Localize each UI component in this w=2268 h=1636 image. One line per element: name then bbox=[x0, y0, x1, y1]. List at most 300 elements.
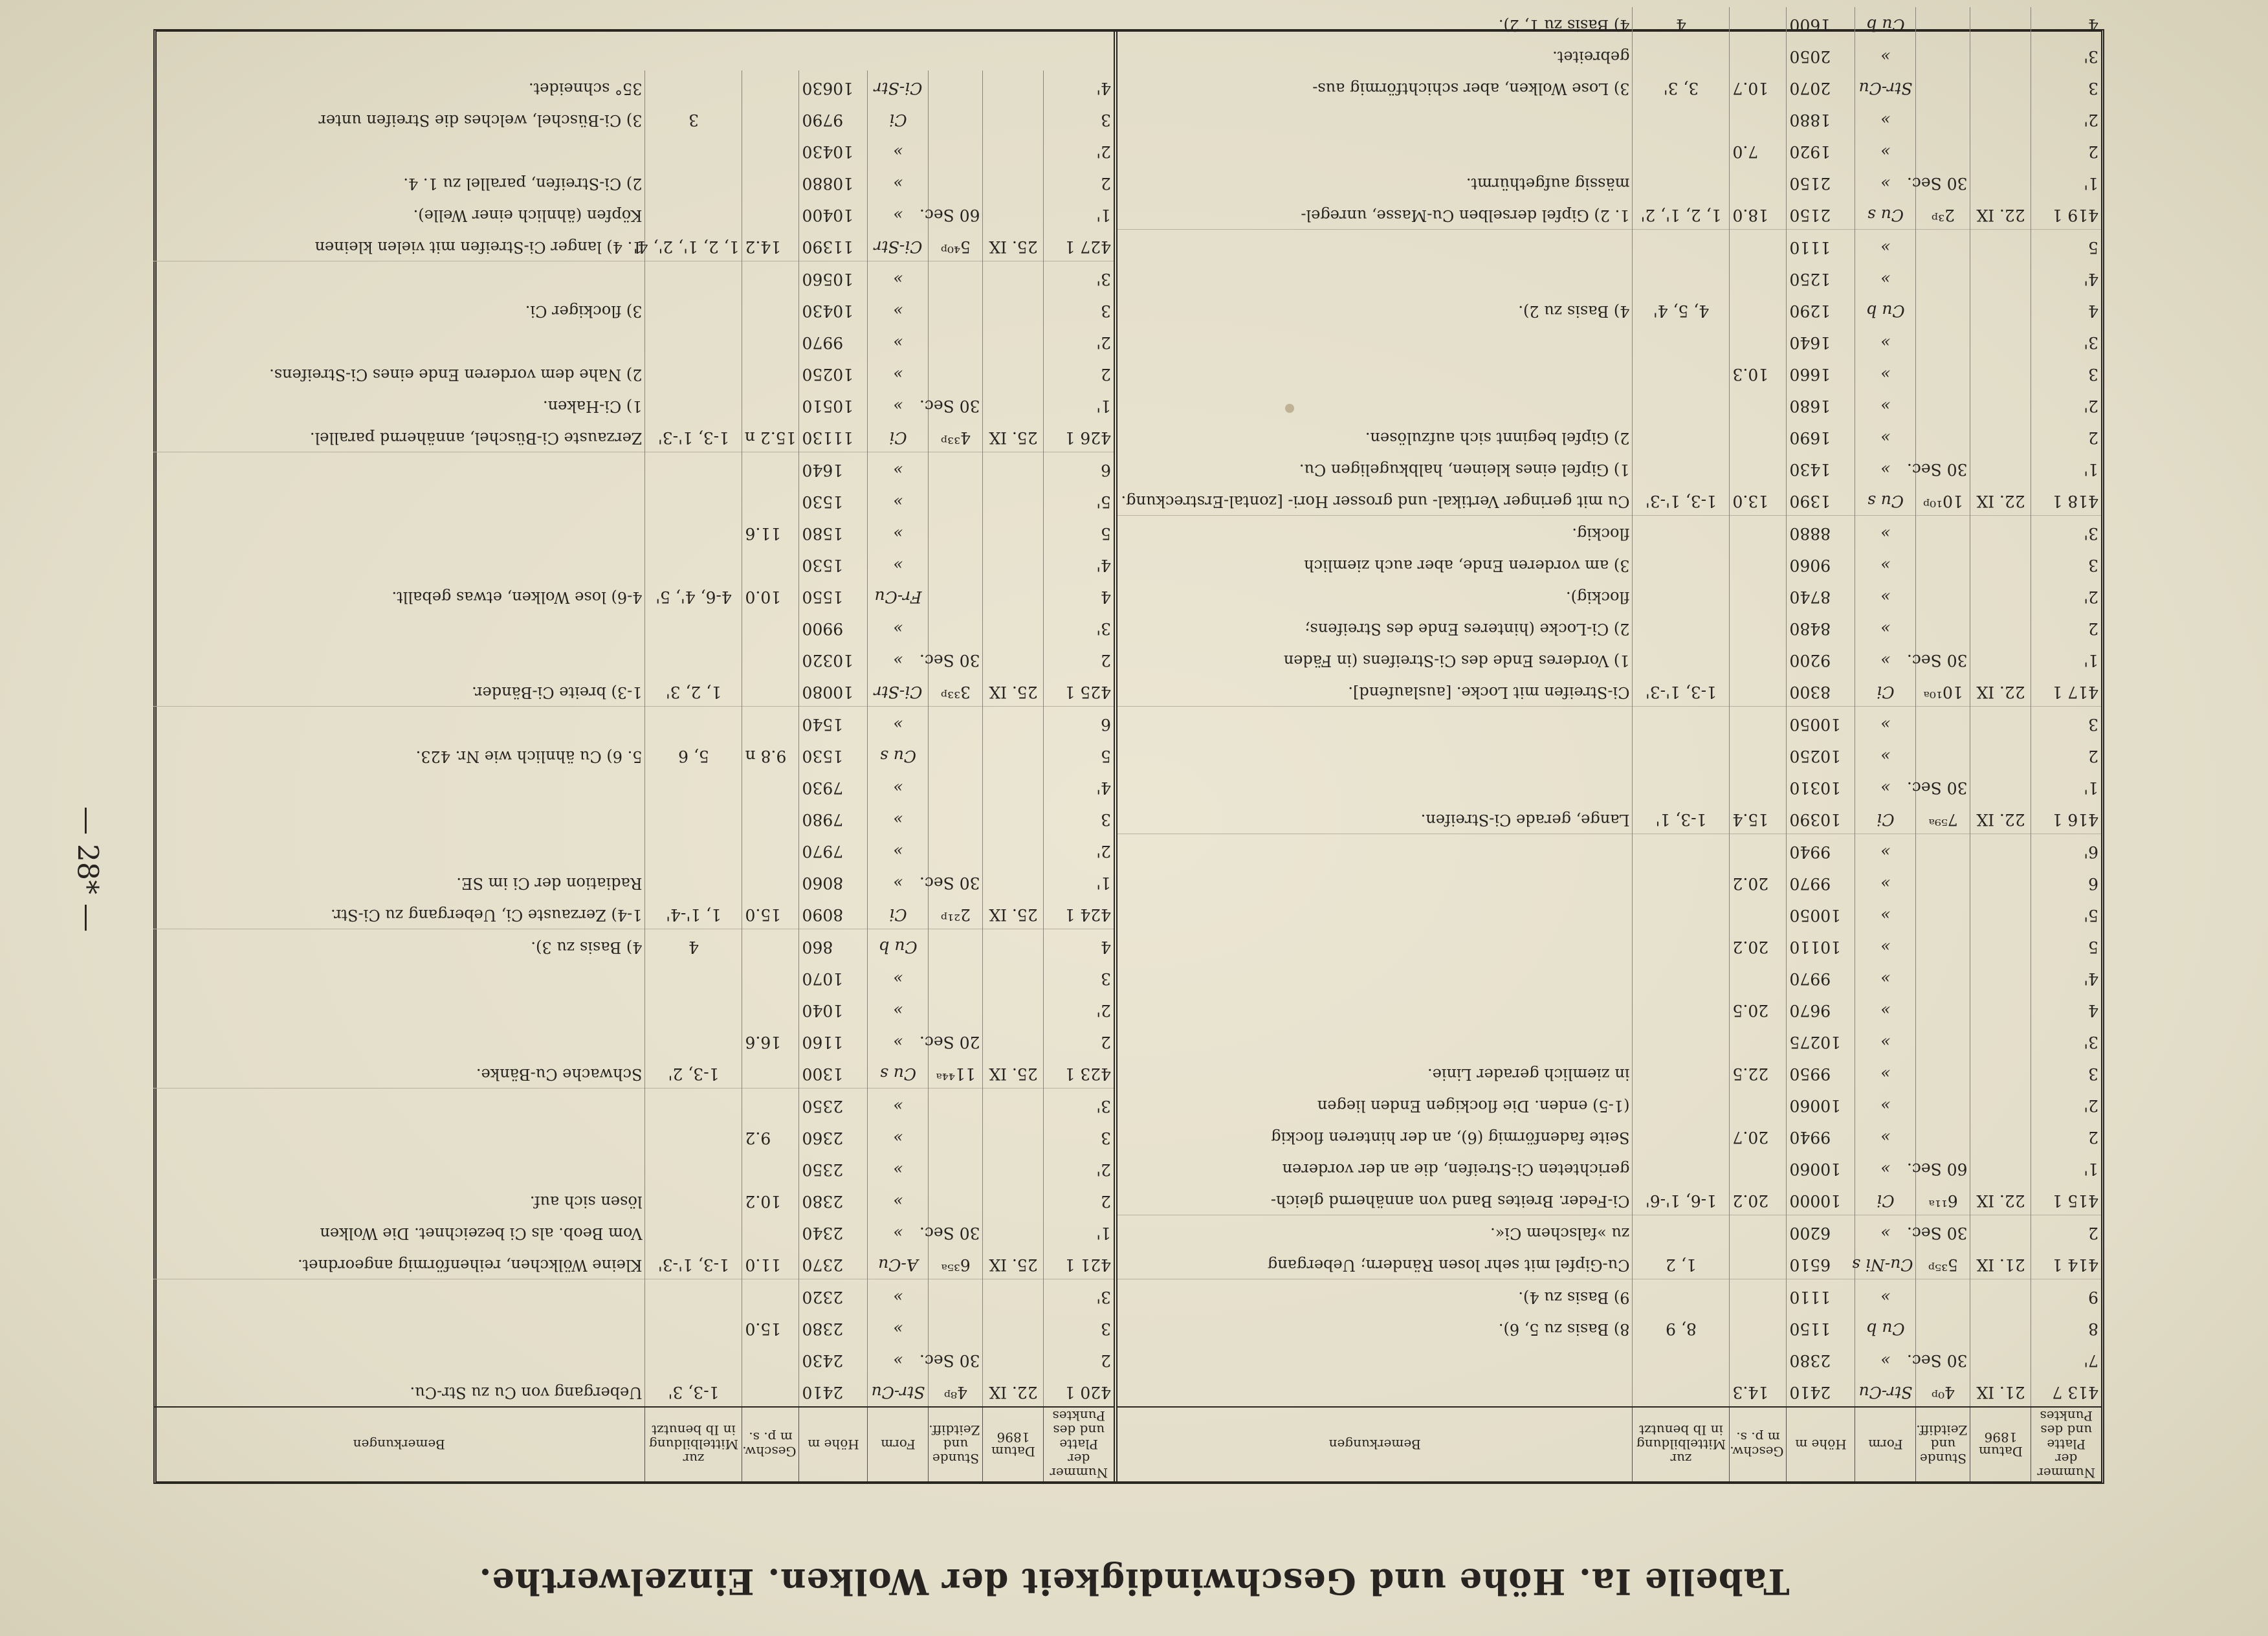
cell-bemerkungen: 1-4) Zerzauste Ci, Uebergang zu Ci-Str. bbox=[153, 897, 645, 929]
cell-geschw: 15.0 bbox=[742, 897, 799, 929]
table-row bbox=[1117, 770, 2101, 802]
cell-stunde bbox=[929, 707, 983, 739]
cell-hoehe: 9790 bbox=[799, 102, 868, 134]
cell-stunde: 6¹¹ᵃ bbox=[1916, 1183, 1970, 1215]
cell-form: » bbox=[1855, 388, 1916, 420]
cell-form: » bbox=[1855, 102, 1916, 134]
header-datum: Datum 1896 bbox=[1970, 1407, 2031, 1481]
cell-bemerkungen: 5. 6) Cu ähnlich wie Nr. 423. bbox=[415, 747, 643, 766]
cell-form: » bbox=[868, 961, 929, 993]
cell-form: Ci bbox=[1855, 802, 1916, 834]
cell-datum bbox=[1970, 388, 2031, 420]
cell-nummer: 2' bbox=[1044, 834, 1114, 865]
cell-stunde: 30 Sec. bbox=[929, 1343, 983, 1375]
cell-geschw: 9.2 bbox=[742, 1120, 799, 1152]
cell-form: » bbox=[1855, 1120, 1916, 1151]
cell-hoehe: 1110 bbox=[1787, 1279, 1855, 1312]
cell-nummer: 4' bbox=[1044, 770, 1114, 802]
cell-mittel: 1-3, 1'-3' bbox=[1633, 483, 1730, 516]
cell-form: » bbox=[1855, 452, 1916, 483]
cell-bemerkungen bbox=[1117, 357, 1633, 388]
cell-geschw bbox=[1730, 579, 1787, 611]
cell-stunde: 60 Sec. bbox=[1916, 1151, 1970, 1183]
cell-mittel bbox=[1633, 611, 1730, 643]
table-row bbox=[153, 738, 1114, 770]
header-hoehe: Höhe m bbox=[1787, 1407, 1855, 1481]
cell-hoehe: 10250 bbox=[1787, 738, 1855, 770]
cell-bemerkungen: 1) Vorderes Ende des Ci-Streifens (in Fäden bbox=[1283, 652, 1630, 670]
cell-nummer: 2 bbox=[1044, 357, 1114, 388]
header-bemerkungen: Bemerkungen bbox=[1117, 1407, 1633, 1481]
cell-bemerkungen bbox=[153, 547, 645, 579]
cell-stunde bbox=[929, 1152, 983, 1184]
cell-bemerkungen: 1-3) breite Ci-Bänder. bbox=[153, 674, 645, 707]
cell-mittel: 4-6, 4', 5' bbox=[645, 579, 742, 611]
cell-form: Cu s bbox=[1855, 483, 1916, 516]
cell-stunde bbox=[1916, 929, 1970, 961]
header-nummer: Nummer der Platte und des Punktes bbox=[2031, 1407, 2101, 1481]
cell-stunde bbox=[1916, 1311, 1970, 1343]
cell-nummer: 423 1 bbox=[1044, 1056, 1114, 1089]
cell-stunde bbox=[1916, 707, 1970, 739]
cell-hoehe: 1040 bbox=[799, 993, 868, 1024]
cell-form: » bbox=[868, 166, 929, 197]
table-row bbox=[1117, 230, 2101, 262]
cell-nummer: 2' bbox=[1044, 325, 1114, 357]
cell-bemerkungen bbox=[153, 1089, 645, 1121]
cell-stunde: 30 Sec. bbox=[1916, 643, 1970, 674]
cell-hoehe: 2410 bbox=[1787, 1375, 1855, 1407]
cell-datum bbox=[1970, 579, 2031, 611]
cell-hoehe: 1290 bbox=[1787, 293, 1855, 325]
table-row bbox=[1117, 7, 2101, 39]
cell-form: Fr-Cu bbox=[868, 579, 929, 611]
cell-geschw bbox=[1730, 102, 1787, 134]
cell-hoehe: 2410 bbox=[799, 1375, 868, 1407]
cell-form: Ci-Str bbox=[868, 71, 929, 102]
table-row bbox=[153, 707, 1114, 739]
table-row bbox=[153, 897, 1114, 929]
cell-hoehe: 8880 bbox=[1787, 516, 1855, 548]
cell-stunde bbox=[1916, 7, 1970, 39]
table-row bbox=[153, 579, 1114, 611]
cell-nummer: 5 bbox=[1044, 738, 1114, 770]
cell-bemerkungen: mässig aufgethürmt. bbox=[1466, 175, 1630, 193]
cell-datum bbox=[983, 516, 1044, 547]
cell-bemerkungen: 1) Gipfel eines kleinen, halbkugeligen Cu. bbox=[1299, 461, 1630, 479]
cell-hoehe: 1300 bbox=[799, 1056, 868, 1089]
cell-mittel bbox=[645, 707, 742, 739]
cell-hoehe: 1540 bbox=[799, 707, 868, 739]
cell-stunde bbox=[929, 1184, 983, 1215]
cell-mittel: 1-3, 2' bbox=[645, 1056, 742, 1089]
cell-mittel bbox=[1633, 1279, 1730, 1312]
cell-hoehe: 2380 bbox=[1787, 1343, 1855, 1375]
cell-form: Ci bbox=[868, 102, 929, 134]
cell-stunde bbox=[929, 166, 983, 197]
cell-form: » bbox=[1855, 1343, 1916, 1375]
cell-datum bbox=[983, 1184, 1044, 1215]
cell-form: » bbox=[1855, 325, 1916, 357]
cell-nummer: 418 1 bbox=[2031, 483, 2101, 516]
cell-nummer: 8 bbox=[2031, 1311, 2101, 1343]
cell-nummer: 3 bbox=[1044, 102, 1114, 134]
cell-nummer: 3 bbox=[2031, 707, 2101, 739]
cell-hoehe: 2370 bbox=[799, 1247, 868, 1279]
table-row bbox=[1117, 1343, 2101, 1375]
cell-mittel bbox=[1633, 102, 1730, 134]
cell-datum: 22. IX bbox=[1970, 483, 2031, 516]
cell-form: » bbox=[868, 1152, 929, 1184]
cell-nummer: 2 bbox=[2031, 611, 2101, 643]
cell-mittel bbox=[1633, 866, 1730, 898]
cell-bemerkungen bbox=[153, 611, 645, 643]
cell-nummer: 6 bbox=[1044, 707, 1114, 739]
cell-form: » bbox=[868, 1120, 929, 1152]
cell-form: Ci bbox=[868, 420, 929, 452]
cell-datum bbox=[983, 1152, 1044, 1184]
table-row bbox=[1117, 134, 2101, 166]
cell-mittel bbox=[645, 611, 742, 643]
cell-stunde bbox=[929, 993, 983, 1024]
table-row bbox=[1117, 547, 2101, 579]
cell-datum bbox=[983, 1024, 1044, 1056]
cell-hoehe: 1920 bbox=[1787, 134, 1855, 166]
table-row bbox=[1117, 71, 2101, 102]
table-row bbox=[153, 388, 1114, 420]
cell-nummer: 2 bbox=[2031, 1120, 2101, 1151]
cell-bemerkungen: Seite fadenförmig (6), an der hinteren flockig bbox=[1271, 1129, 1630, 1147]
cell-mittel bbox=[645, 325, 742, 357]
cell-stunde bbox=[1916, 1120, 1970, 1151]
left-table bbox=[1117, 7, 2101, 1481]
cell-geschw bbox=[742, 611, 799, 643]
cell-stunde: 30 Sec. bbox=[929, 1215, 983, 1247]
cell-stunde: 4⁰ᵖ bbox=[1916, 1375, 1970, 1407]
cell-datum bbox=[1970, 71, 2031, 102]
cell-mittel: 4, 5, 4' bbox=[1633, 293, 1730, 325]
cell-mittel bbox=[1633, 929, 1730, 961]
cell-nummer: 3' bbox=[2031, 325, 2101, 357]
cell-geschw: 10.2 bbox=[742, 1184, 799, 1215]
cell-stunde: 30 Sec. bbox=[929, 865, 983, 897]
cell-stunde bbox=[1916, 293, 1970, 325]
table-row bbox=[153, 865, 1114, 897]
cell-geschw bbox=[742, 166, 799, 197]
ink-spot bbox=[1285, 404, 1294, 413]
cell-form: » bbox=[1855, 166, 1916, 197]
cell-form: Cu s bbox=[868, 738, 929, 770]
cell-geschw bbox=[1730, 230, 1787, 262]
cell-geschw bbox=[1730, 166, 1787, 197]
cell-stunde bbox=[1916, 579, 1970, 611]
cell-nummer: 5' bbox=[2031, 898, 2101, 929]
table-row bbox=[1117, 961, 2101, 993]
cell-nummer: 4' bbox=[2031, 261, 2101, 293]
cell-bemerkungen: Cu-Gipfel mit sehr losen Rändern; Uebergang bbox=[1117, 1247, 1633, 1279]
cell-hoehe: 1880 bbox=[1787, 102, 1855, 134]
cell-datum bbox=[1970, 261, 2031, 293]
cell-nummer: 3' bbox=[1044, 261, 1114, 294]
cell-hoehe: 10320 bbox=[799, 643, 868, 674]
cell-nummer: 3' bbox=[2031, 516, 2101, 548]
cell-mittel bbox=[645, 134, 742, 166]
table-row bbox=[1117, 1183, 2101, 1215]
cell-form: » bbox=[868, 643, 929, 674]
cell-stunde: 3³³ᵖ bbox=[929, 674, 983, 707]
cell-mittel bbox=[1633, 898, 1730, 929]
cell-nummer: 4' bbox=[1044, 71, 1114, 102]
cell-hoehe: 1550 bbox=[799, 579, 868, 611]
cell-hoehe: 10400 bbox=[799, 197, 868, 229]
cell-mittel bbox=[1633, 993, 1730, 1024]
cell-geschw: 10.3 bbox=[1730, 357, 1787, 388]
cell-form: » bbox=[1855, 230, 1916, 262]
table-row bbox=[153, 1152, 1114, 1184]
cell-bemerkungen bbox=[153, 1152, 645, 1184]
cell-datum bbox=[1970, 357, 2031, 388]
cell-stunde bbox=[1916, 1056, 1970, 1088]
cell-geschw bbox=[742, 261, 799, 294]
cell-hoehe: 10050 bbox=[1787, 898, 1855, 929]
cell-geschw bbox=[1730, 39, 1787, 71]
table-row bbox=[1117, 611, 2101, 643]
header-stunde: Stunde und Zeitdiff. bbox=[1916, 1407, 1970, 1481]
table-row bbox=[153, 325, 1114, 357]
cell-form: Cu b bbox=[868, 929, 929, 962]
cell-hoehe: 7930 bbox=[799, 770, 868, 802]
cell-hoehe: 1110 bbox=[1787, 230, 1855, 262]
cell-stunde: 30 Sec. bbox=[929, 388, 983, 420]
cell-bemerkungen bbox=[1117, 898, 1633, 929]
cell-geschw: 15.4 bbox=[1730, 802, 1787, 834]
cell-datum bbox=[983, 802, 1044, 834]
cell-mittel bbox=[1633, 738, 1730, 770]
cell-mittel bbox=[1633, 961, 1730, 993]
cell-form: » bbox=[868, 547, 929, 579]
cell-nummer: 3 bbox=[1044, 293, 1114, 325]
table-row bbox=[153, 1311, 1114, 1343]
table-row bbox=[153, 1184, 1114, 1215]
cell-hoehe: 2150 bbox=[1787, 166, 1855, 197]
cell-bemerkungen: Schwache Cu-Bänke. bbox=[153, 1056, 645, 1089]
cell-hoehe: 10430 bbox=[799, 134, 868, 166]
cell-mittel bbox=[645, 1279, 742, 1312]
cell-bemerkungen: gebreitet. bbox=[1552, 48, 1630, 66]
header-mittel: zur Mittelbildung in Ib benutzt bbox=[1633, 1407, 1730, 1481]
table-row bbox=[1117, 102, 2101, 134]
cell-bemerkungen: 4-6) lose Wolken, etwas geballt. bbox=[391, 588, 643, 606]
cell-bemerkungen bbox=[153, 1279, 645, 1312]
cell-datum bbox=[983, 261, 1044, 294]
cell-stunde bbox=[1916, 993, 1970, 1024]
cell-mittel bbox=[1633, 1375, 1730, 1407]
cell-nummer: 414 1 bbox=[2031, 1247, 2101, 1279]
cell-geschw bbox=[742, 1152, 799, 1184]
cell-form: » bbox=[868, 452, 929, 485]
cell-nummer: 4' bbox=[1044, 547, 1114, 579]
cell-bemerkungen bbox=[153, 770, 645, 802]
cell-geschw bbox=[1730, 1343, 1787, 1375]
cell-form: » bbox=[1855, 707, 1916, 739]
cell-datum bbox=[1970, 420, 2031, 452]
cell-geschw bbox=[1730, 834, 1787, 867]
cell-hoehe: 2150 bbox=[1787, 197, 1855, 230]
cell-nummer: 2' bbox=[1044, 993, 1114, 1024]
table-row bbox=[1117, 1215, 2101, 1248]
cell-nummer: 1' bbox=[2031, 770, 2101, 802]
cell-nummer: 1' bbox=[1044, 865, 1114, 897]
cell-mittel bbox=[645, 452, 742, 485]
cell-form: » bbox=[868, 388, 929, 420]
right-table bbox=[153, 71, 1114, 1481]
cell-datum bbox=[1970, 770, 2031, 802]
cell-bemerkungen bbox=[153, 643, 645, 674]
table-row bbox=[1117, 993, 2101, 1024]
cell-stunde bbox=[929, 1120, 983, 1152]
cell-nummer: 5 bbox=[1044, 516, 1114, 547]
cell-nummer: 425 1 bbox=[1044, 674, 1114, 707]
table-row bbox=[153, 293, 1114, 325]
table-row bbox=[153, 71, 1114, 102]
cell-form: » bbox=[868, 1343, 929, 1375]
cell-hoehe: 9970 bbox=[1787, 866, 1855, 898]
cell-datum bbox=[1970, 961, 2031, 993]
cell-geschw bbox=[742, 293, 799, 325]
cell-mittel bbox=[645, 71, 742, 102]
cell-geschw bbox=[742, 865, 799, 897]
cell-datum bbox=[1970, 1024, 2031, 1056]
cell-hoehe: 10560 bbox=[799, 261, 868, 294]
cell-geschw bbox=[1730, 1247, 1787, 1279]
table-row bbox=[153, 993, 1114, 1024]
cell-datum bbox=[1970, 547, 2031, 579]
table-row bbox=[1117, 261, 2101, 293]
cell-form: » bbox=[1855, 357, 1916, 388]
cell-mittel: 4 bbox=[1633, 7, 1730, 39]
cell-stunde: 2²¹ᵖ bbox=[929, 897, 983, 929]
cell-hoehe: 1660 bbox=[1787, 357, 1855, 388]
cell-bemerkungen: gerichteten Ci-Streifen, die an der vorderen bbox=[1282, 1160, 1630, 1178]
cell-datum bbox=[983, 102, 1044, 134]
cell-nummer: 424 1 bbox=[1044, 897, 1114, 929]
cell-mittel bbox=[645, 293, 742, 325]
cell-geschw bbox=[1730, 674, 1787, 707]
cell-stunde: 5³⁵ᵖ bbox=[1916, 1247, 1970, 1279]
cell-form: Cu s bbox=[1855, 197, 1916, 230]
cell-datum bbox=[983, 484, 1044, 516]
cell-mittel bbox=[645, 770, 742, 802]
cell-stunde bbox=[1916, 1279, 1970, 1312]
cell-datum bbox=[983, 325, 1044, 357]
cell-hoehe: 10250 bbox=[799, 357, 868, 388]
cell-geschw bbox=[1730, 1088, 1787, 1120]
cell-datum: 25. IX bbox=[983, 1247, 1044, 1279]
cell-geschw: 22.5 bbox=[1730, 1056, 1787, 1088]
cell-hoehe: 10430 bbox=[799, 293, 868, 325]
cell-datum bbox=[1970, 166, 2031, 197]
cell-geschw bbox=[1730, 547, 1787, 579]
cell-hoehe: 1640 bbox=[1787, 325, 1855, 357]
cell-nummer: 6' bbox=[2031, 834, 2101, 867]
cell-mittel bbox=[1633, 643, 1730, 674]
cell-geschw bbox=[742, 71, 799, 102]
cell-stunde: 11⁴⁴ᵃ bbox=[929, 1056, 983, 1089]
cell-nummer: 1' bbox=[1044, 388, 1114, 420]
cell-geschw bbox=[1730, 1151, 1787, 1183]
table-row bbox=[153, 961, 1114, 993]
cell-hoehe: 2360 bbox=[799, 1120, 868, 1152]
cell-geschw bbox=[742, 1279, 799, 1312]
cell-geschw bbox=[742, 325, 799, 357]
cell-bemerkungen: 9) Basis zu 4). bbox=[1518, 1288, 1630, 1307]
cell-hoehe: 10110 bbox=[1787, 929, 1855, 961]
cell-bemerkungen bbox=[153, 1343, 645, 1375]
table-row bbox=[1117, 293, 2101, 325]
cell-form: » bbox=[1855, 579, 1916, 611]
cell-stunde bbox=[1916, 547, 1970, 579]
cell-stunde bbox=[929, 325, 983, 357]
cell-datum: 21. IX bbox=[1970, 1247, 2031, 1279]
cell-stunde: 10¹⁰ᵖ bbox=[1916, 483, 1970, 516]
cell-datum bbox=[1970, 1279, 2031, 1312]
cell-datum bbox=[1970, 834, 2031, 867]
cell-mittel: 8, 9 bbox=[1633, 1311, 1730, 1343]
cell-nummer: 2 bbox=[1044, 1024, 1114, 1056]
cell-nummer: 417 1 bbox=[2031, 674, 2101, 707]
cell-datum bbox=[1970, 1311, 2031, 1343]
cell-hoehe: 1580 bbox=[799, 516, 868, 547]
cell-datum bbox=[983, 834, 1044, 865]
cell-geschw: 11.6 bbox=[742, 516, 799, 547]
table-row bbox=[1117, 1247, 2101, 1279]
table-row bbox=[1117, 1088, 2101, 1120]
cell-stunde: 30 Sec. bbox=[1916, 452, 1970, 483]
cell-hoehe: 10630 bbox=[799, 71, 868, 102]
left-table-half bbox=[1114, 16, 2101, 1481]
cell-geschw: 20.7 bbox=[1730, 1120, 1787, 1151]
cell-geschw: 7.0 bbox=[1730, 134, 1787, 166]
table-row bbox=[1117, 1375, 2101, 1407]
cell-mittel bbox=[645, 1184, 742, 1215]
table-row bbox=[153, 1247, 1114, 1279]
cell-hoehe: 9970 bbox=[1787, 961, 1855, 993]
cell-geschw bbox=[742, 1089, 799, 1121]
cell-hoehe: 1530 bbox=[799, 738, 868, 770]
cell-form: Cu b bbox=[1855, 293, 1916, 325]
cell-nummer: 1' bbox=[2031, 452, 2101, 483]
cell-hoehe: 8060 bbox=[799, 865, 868, 897]
cell-mittel bbox=[645, 388, 742, 420]
cell-form: » bbox=[868, 707, 929, 739]
table-row bbox=[1117, 1279, 2101, 1312]
cell-hoehe: 1070 bbox=[799, 961, 868, 993]
cell-bemerkungen bbox=[1117, 102, 1633, 134]
table-row bbox=[153, 197, 1114, 229]
table-row bbox=[1117, 929, 2101, 961]
cell-mittel bbox=[1633, 357, 1730, 388]
cell-bemerkungen bbox=[153, 516, 645, 547]
cell-form: » bbox=[868, 770, 929, 802]
cell-mittel bbox=[1633, 230, 1730, 262]
cell-stunde: 30 Sec. bbox=[1916, 166, 1970, 197]
cell-form: » bbox=[868, 1089, 929, 1121]
cell-mittel bbox=[645, 1089, 742, 1121]
cell-bemerkungen bbox=[1117, 929, 1633, 961]
cell-bemerkungen: 3) flockiger Ci. bbox=[525, 302, 643, 320]
cell-bemerkungen bbox=[153, 834, 645, 865]
cell-form: Cu-Ni s bbox=[1855, 1247, 1916, 1279]
